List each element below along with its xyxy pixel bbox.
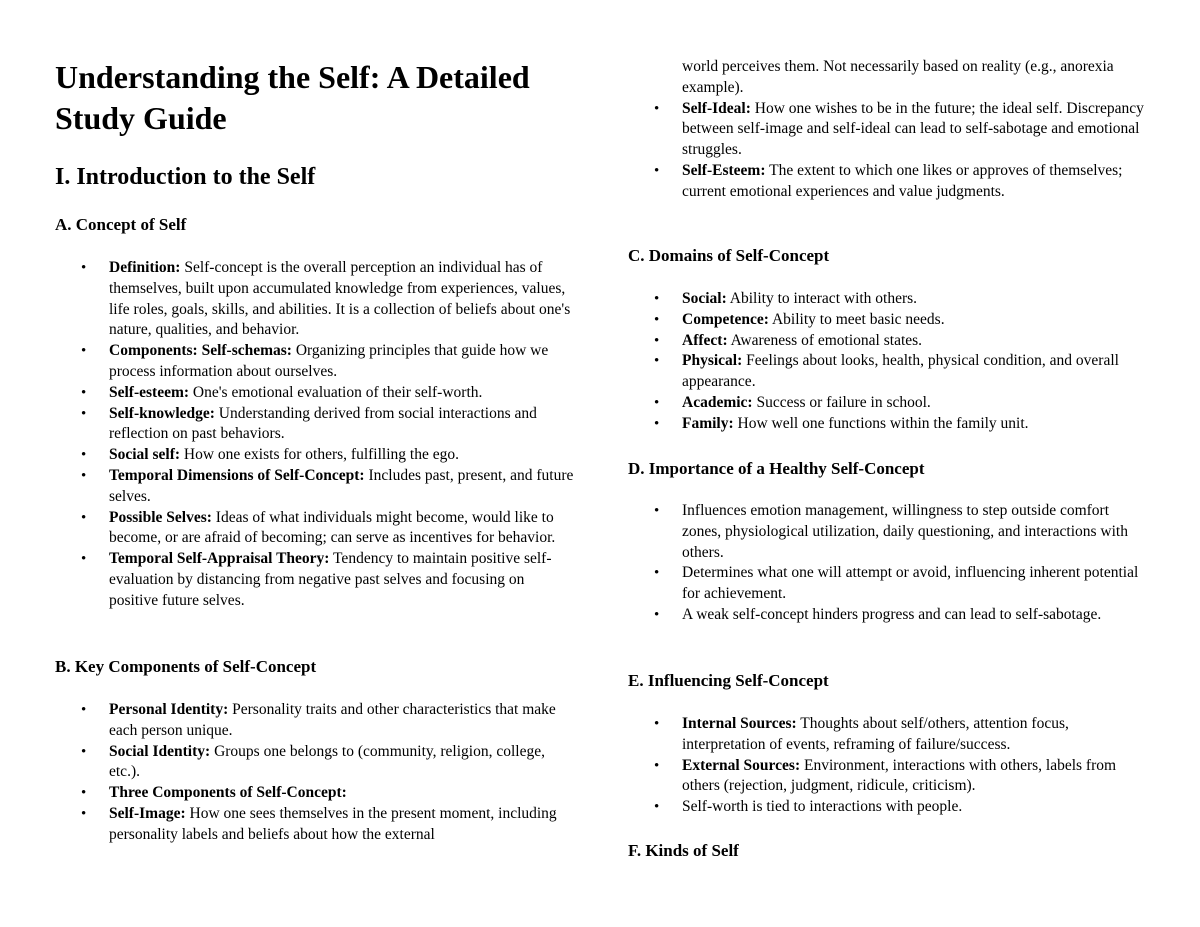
item-text: Success or failure in school. (752, 393, 931, 411)
list-item (628, 605, 1150, 626)
item-term: Self-Ideal: (682, 99, 751, 117)
item-term: Self-knowledge: (109, 404, 215, 422)
item-text: Organizing principles that guide how we process information about ourselves. (109, 342, 549, 380)
list-domains (628, 289, 1150, 435)
list-concept-of-self (55, 258, 575, 612)
item-text: How one sees themselves in the present moment, including personality labels and beliefs about how the external (109, 804, 557, 843)
list-item (628, 310, 1150, 331)
item-term: Affect: (682, 331, 728, 349)
list-item (55, 404, 575, 446)
item-text: Determines what one will attempt or avoid, influencing inherent potential for achievement. (682, 564, 1139, 603)
list-item (628, 351, 1150, 393)
item-text: Thoughts about self/others, attention focus, interpretation of events, reframing of failure/success. (682, 715, 1069, 753)
item-text: Ability to meet basic needs. (768, 310, 945, 328)
list-key-components (55, 700, 575, 846)
list-item (628, 393, 1150, 414)
list-item (55, 700, 575, 742)
item-term: Self-Image: (109, 804, 186, 822)
item-term: External Sources: (682, 756, 801, 774)
item-term: Personal Identity: (109, 701, 229, 718)
item-text: The extent to which one likes or approves of themselves; current emotional experiences and value judgments. (682, 161, 1123, 200)
item-term: Physical: (682, 352, 743, 370)
item-text: Environment, interactions with others, labels from others (rejection, judgment, ridicule, criticism). (682, 756, 1117, 795)
item-text: How one wishes to be in the future; the ideal self. Discrepancy between self-image and self-ideal can lead to self-sabotage and emotional struggles. (682, 99, 1144, 159)
subsection-heading-importance: D. Importance of a Healthy Self-Concept (628, 459, 925, 478)
list-item (55, 742, 575, 784)
item-term: Components: Self-schemas: (109, 342, 292, 360)
list-item (55, 445, 575, 466)
subsection-heading-concept-of-self: A. Concept of Self (55, 215, 187, 234)
list-item (55, 341, 575, 383)
section-heading-introduction: I. Introduction to the Self (55, 164, 316, 190)
list-item (55, 466, 575, 508)
subsection-heading-domains: C. Domains of Self-Concept (628, 246, 830, 265)
item-text: A weak self-concept hinders progress and can lead to self-sabotage. (682, 605, 1102, 623)
subsection-heading-influencing: E. Influencing Self-Concept (628, 671, 829, 690)
list-item (628, 756, 1150, 798)
list-item (55, 258, 575, 341)
item-text: Self-concept is the overall perception an individual has of themselves, built upon accumulated knowledge from experiences, values, life roles, goals, skills, and abilities. It is a collection of beliefs about one's nature, qualities, and behavior. (109, 259, 571, 339)
subsection-heading-key-components: B. Key Components of Self-Concept (55, 657, 317, 676)
item-text: How one exists for others, fulfilling the ego. (180, 446, 459, 464)
item-text: Influences emotion management, willingness to step outside comfort zones, physiological utilization, daily questioning, and interactions with others. (682, 502, 1128, 561)
item-term: Possible Selves: (109, 508, 212, 526)
item-text: Tendency to maintain positive self-evaluation by distancing from negative past selves and focusing on positive future selves. (109, 550, 552, 609)
list-item (55, 508, 575, 550)
list-item (628, 414, 1150, 435)
list-key-components-continued (628, 57, 1150, 203)
list-item (628, 99, 1150, 161)
item-text: How well one functions within the family unit. (733, 414, 1029, 432)
item-text: Awareness of emotional states. (727, 331, 923, 349)
list-item (628, 161, 1150, 203)
item-term: Self-Esteem: (682, 161, 766, 179)
item-text: Ideas of what individuals might become, would like to become, or are afraid of becoming; can serve as incentives for behavior. (109, 508, 556, 547)
list-item (628, 797, 1150, 818)
item-term: Self-esteem: (109, 383, 190, 401)
list-item-continuation (628, 57, 1150, 99)
item-text: Personality traits and other characteristics that make each person unique. (109, 701, 556, 739)
list-item (55, 383, 575, 404)
item-text: Groups one belongs to (community, religion, college, etc.). (109, 742, 545, 781)
item-term: Social: (682, 290, 727, 307)
item-term: Three Components of Self-Concept: (109, 784, 347, 802)
item-text: Understanding derived from social interactions and reflection on past behaviors. (109, 404, 537, 443)
item-text: Feelings about looks, health, physical condition, and overall appearance. (682, 352, 1119, 391)
list-item (55, 549, 575, 611)
item-term: Social Identity: (109, 742, 211, 760)
list-item (55, 804, 575, 846)
item-term: Competence: (682, 310, 769, 328)
list-item (628, 714, 1150, 756)
item-term: Academic: (682, 393, 753, 411)
item-text: Includes past, present, and future selves. (109, 466, 574, 505)
item-term: Definition: (109, 259, 181, 276)
item-term: Social self: (109, 446, 181, 464)
list-item (628, 563, 1150, 605)
item-term: Internal Sources: (682, 715, 797, 732)
item-term: Temporal Self-Appraisal Theory: (109, 550, 330, 568)
item-text: Ability to interact with others. (726, 290, 918, 307)
item-term: Temporal Dimensions of Self-Concept: (109, 466, 365, 484)
subsection-heading-kinds-of-self: F. Kinds of Self (628, 841, 739, 860)
document-title: Understanding the Self: A Detailed Study Guide (55, 59, 530, 136)
list-influencing (628, 714, 1150, 818)
list-item (55, 783, 575, 804)
list-importance (628, 501, 1150, 626)
item-text: Self-worth is tied to interactions with people. (682, 798, 963, 816)
list-item (628, 289, 1150, 310)
item-text: world perceives them. Not necessarily based on reality (e.g., anorexia example). (682, 58, 1114, 96)
list-item (628, 331, 1150, 352)
item-term: Family: (682, 414, 734, 432)
item-text: One's emotional evaluation of their self-worth. (189, 383, 483, 401)
list-item (628, 501, 1150, 563)
